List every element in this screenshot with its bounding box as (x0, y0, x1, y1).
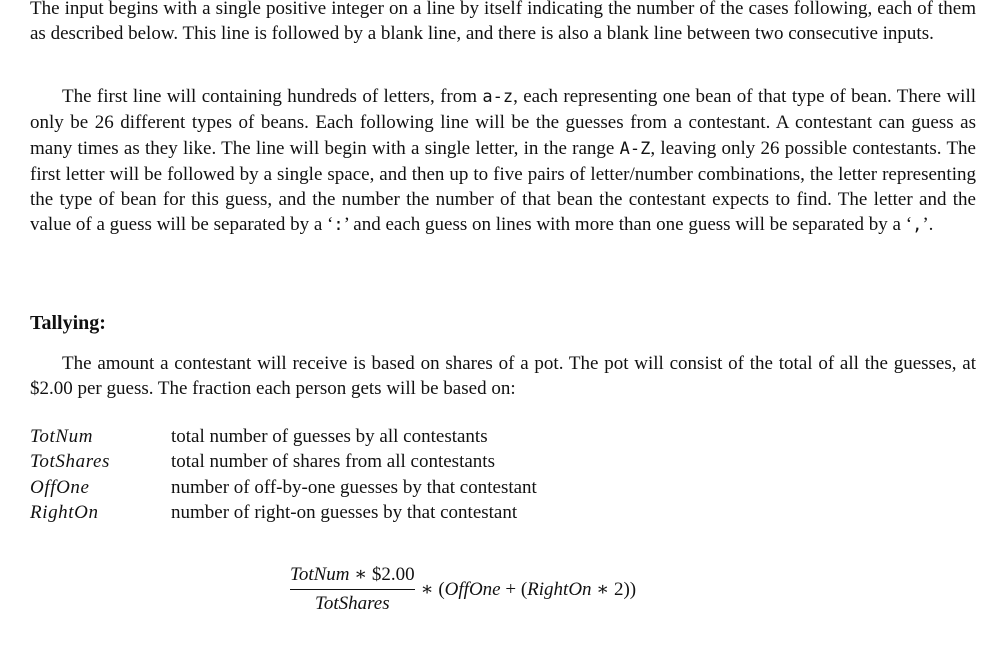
definition-term: TotShares (30, 451, 111, 473)
definition-term: TotNum (30, 426, 94, 447)
definition-term: RightOn (30, 501, 99, 523)
code-range-lower: a-z (482, 87, 514, 107)
code-range-upper: A-Z (619, 138, 651, 159)
formula-denominator: TotShares (315, 593, 390, 614)
text-span: , each representing one bean of that type of bean. There will only be 26 different types of beans. Each following line will be the guesses from a contestant. A contestant can guess as many times as they like. The line will begin with a single letter, in the range (30, 86, 977, 159)
definition-term: OffOne (30, 476, 90, 498)
definition-desc: total number of guesses by all contestants (171, 426, 488, 447)
text-span: ’ and each guess on lines with more than one guess will be separated by a ‘ (343, 214, 913, 236)
rest-var-offone: OffOne (444, 578, 501, 600)
code-comma: , (912, 215, 923, 236)
paragraph-input-details (30, 84, 976, 239)
definition-row (30, 449, 537, 474)
text-span: ’. (922, 214, 934, 236)
rest-num: 2 (613, 578, 624, 600)
definition-row (30, 475, 537, 500)
rest-op: ∗ ( (420, 578, 445, 600)
definition-desc: number of right-on guesses by that contestant (171, 501, 518, 523)
formula-multiplier (421, 578, 636, 601)
paragraph-input-format: The input begins with a single positive integer on a line by itself indicating the number of the cases following, each of them as described below. This line is followed by a blank line, and there is also a blank line between two consecutive inputs. (30, 0, 976, 45)
definitions-list (30, 424, 537, 525)
rest-var-righton: RightOn (527, 578, 592, 600)
formula-fraction (290, 563, 415, 615)
rest-plus: + ( (500, 578, 528, 600)
numerator-op: ∗ (349, 564, 372, 585)
section-heading-tallying: Tallying: (30, 312, 106, 334)
definition-row (30, 500, 537, 525)
formula-numerator (290, 563, 415, 590)
paragraph-tallying: The amount a contestant will receive is based on shares of a pot. The pot will consist of the total of all the guesses, at $2.00 per guess. The fraction each person gets will be based on: (30, 353, 976, 400)
text-span: The first line will containing hundreds of letters, from (62, 86, 483, 107)
definition-desc: total number of shares from all contestants (171, 451, 495, 473)
definition-row (30, 424, 537, 449)
code-colon: : (333, 215, 344, 236)
rest-times: ∗ (591, 578, 614, 600)
text-span: , leaving only 26 possible contestants. The first letter will be followed by a single space, and then up to five pairs of letter/number combinations, the letter representing the type of bean for this guess, and the number the number of that bean the contestant expects to find. The letter and the value of a guess will be separated by a ‘ (30, 137, 976, 236)
rest-close: )) (623, 578, 637, 600)
numerator-value: $2.00 (371, 564, 415, 585)
share-formula (290, 563, 636, 615)
numerator-var: TotNum (290, 564, 350, 585)
definition-desc: number of off-by-one guesses by that contestant (171, 476, 537, 498)
